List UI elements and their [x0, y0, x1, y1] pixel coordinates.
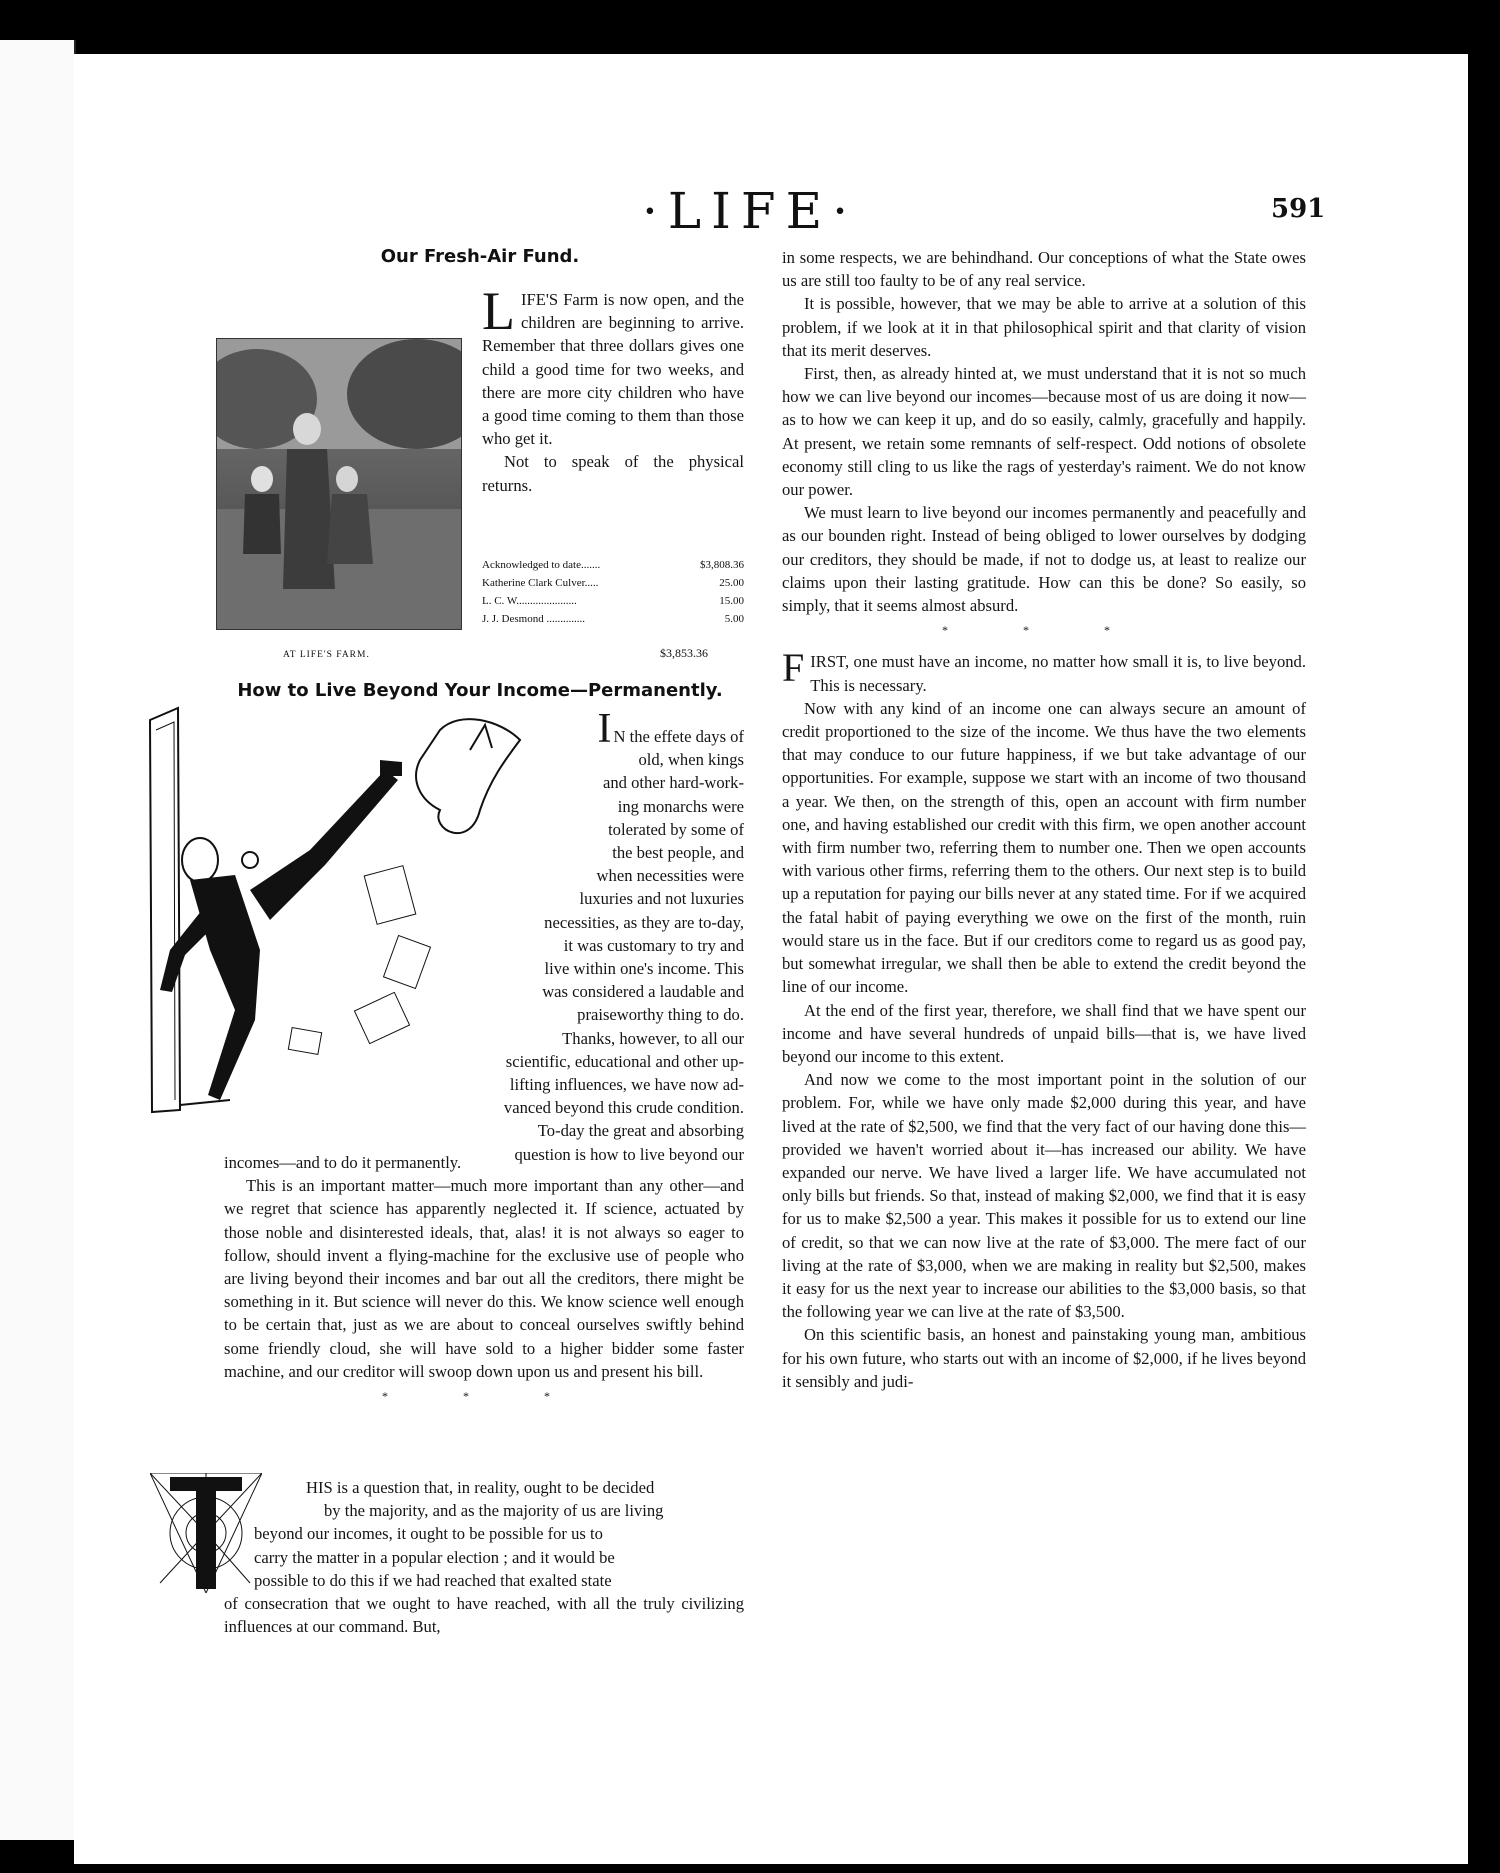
para3-line: by the majority, and as the majority of us are living	[324, 1501, 664, 1521]
article-heading: How to Live Beyond Your Income—Permanently.	[237, 680, 723, 701]
fund-heading: Our Fresh-Air Fund.	[380, 246, 580, 267]
masthead-title: ·LIFE·	[642, 182, 858, 240]
article-paragraph: It is possible, however, that we may be able to arrive at a solution of this problem, if we look at it in that philosophical spirit and that clarity of vision that its merit deserves.	[782, 294, 1306, 360]
ledger-row: Acknowledged to date....... $3,808.36	[482, 559, 744, 571]
fund-paragraph: LIFE'S Farm is now open, and the children are beginning to arrive. Remember that three dollars gives one child a good time for two weeks, and there are more city children who have a good time coming to them than those who get it.	[482, 281, 744, 449]
intro-line: necessities, as they are to-day,	[544, 912, 744, 932]
intro-line: luxuries and not luxuries	[579, 889, 744, 909]
article-paragraph: And now we come to the most important point in the solution of our problem. For, while we have only made $2,000 during this year, and have lived at the rate of $2,500, we find that the very fact of our having done this—provided we haven't worried about it—has increased our ability. We have expanded our nerve. We have lived a larger life. We have accumulated not only bills but friends. So that, instead of making $2,000, we find that it is easy for us to make $2,500 a year. This makes it possible for us to extend our line of credit, so that we can now live at the rate of $3,000. The mere fact of our living at the rate of $3,000, when we are making in reality but $2,500, makes it easy for us the next year to increase our abilities to the $3,000 basis, so that the following year we can live at the rate of $3,500.	[782, 1070, 1306, 1322]
fund-ledger	[482, 556, 744, 628]
intro-line: it was customary to try and	[563, 935, 744, 955]
intro-line: tolerated by some of	[608, 819, 744, 839]
first-dropcap: F	[782, 645, 805, 691]
ledger-row: Katherine Clark Culver..... 25.00	[482, 577, 744, 589]
article-dropcap: I	[597, 706, 612, 752]
fund-total: $3,853.36	[660, 646, 708, 660]
fund-paragraph: Not to speak of the physical returns.	[482, 452, 744, 495]
intro-line: was considered a laudable and	[542, 982, 744, 1002]
article-paragraph: We must learn to live beyond our incomes permanently and peacefully and as our bounden right. Instead of being obliged to lower ourselves by dodging our creditors, they should be made, if not to dodge us, at least to realize our claims upon their lasting gratitude. How can this be done? So easily, so simply, that it seems almost absurd.	[782, 503, 1306, 616]
article-paragraph: This is an important matter—much more important than any other—and we regret that science has apparently neglected it. If science, actuated by those noble and disinterested ideals, that, alas! it is not always so eager to follow, should invent a flying-machine for the exclusive use of people who are living beyond their incomes and bar out all the creditors, there might be something in it. But science will never do this. We know science well enough to be certain that, just as we are about to conceal ourselves swiftly behind some friendly cloud, she will have sold to a higher bidder some faster machine, and our creditor will swoop down upon us and present his bill.	[224, 1176, 744, 1381]
para3-line: possible to do this if we had reached that exalted state	[254, 1570, 612, 1590]
article-paragraph: At the end of the first year, therefore, we shall find that we have spent our income and have several hundreds of unpaid bills—that is, we have lived beyond our income to this extent.	[782, 1000, 1306, 1066]
article-right-column	[782, 246, 1306, 1393]
article-paragraph: Now with any kind of an income one can always secure an amount of credit proportioned to the size of the income. We thus have the two elements that may conduce to our future happiness, if we but take advantage of our opportunities. For example, suppose we start with an income of two thousand a year. We then, on the strength of this, open an account with firm number one, and having established our credit with this firm, we open another account with firm number two, referring them to number one. Then we open accounts with various other firms, referring them to the others. Our next step is to build up a reputation for paying our bills never at any stated time. For if we acquired the fatal habit of paying everything we owe on the first of the month, ruin would stare us in the face. But if our creditors come to regard us as good pay, but somewhat irregular, we shall then be able to extend the credit beyond the line of our income.	[782, 698, 1306, 997]
article-paragraph: in some respects, we are behindhand. Our conceptions of what the State owes us are still too faulty to be of any real service.	[782, 248, 1306, 291]
intro-line: praiseworthy thing to do.	[577, 1005, 744, 1025]
fund-text	[482, 281, 744, 497]
para3-line: beyond our incomes, it ought to be possible for us to	[254, 1524, 603, 1544]
site-watermark: comicbooks.com	[1160, 1832, 1402, 1865]
intro-line: the best people, and	[612, 843, 744, 863]
farm-photo-drawing	[217, 339, 461, 629]
page-left-edge	[0, 40, 76, 1840]
intro-line: when necessities were	[596, 866, 744, 886]
intro-line: vanced beyond this crude condition.	[503, 1098, 744, 1118]
ledger-row: J. J. Desmond .............. 5.00	[482, 613, 744, 625]
page-number: 591	[1271, 194, 1326, 224]
article-paragraph: FIRST, one must have an income, no matter how small it is, to live beyond. This is necessary.	[782, 645, 1306, 695]
article-paragraph: On this scientific basis, an honest and painstaking young man, ambitious for his own future, who starts out with an income of $2,000, if he lives beyond it sensibly and judi-	[782, 1325, 1306, 1391]
article-left-column	[224, 1151, 744, 1416]
photo-caption: AT LIFE'S FARM.	[283, 650, 370, 660]
article-paragraph: incomes—and to do it permanently.	[224, 1153, 462, 1172]
article-left-column-lower	[224, 1476, 744, 1638]
ledger-row: L. C. W...................... 15.00	[482, 595, 744, 607]
fund-dropcap: L	[482, 281, 515, 341]
intro-line: I N the effete days of	[597, 706, 744, 752]
intro-line: Thanks, however, to all our	[562, 1028, 744, 1048]
intro-line: To-day the great and absorbing	[537, 1121, 744, 1141]
intro-line: lifting influences, we have now ad-	[509, 1075, 744, 1095]
para3-line: carry the matter in a popular election ; and it would be	[254, 1547, 615, 1567]
article-paragraph: of consecration that we ought to have reached, with all the truly civilizing influences at our command. But,	[224, 1594, 744, 1637]
farm-photo	[216, 338, 462, 630]
intro-line: question is how to live beyond our	[514, 1144, 744, 1164]
intro-line: live within one's income. This	[544, 959, 744, 979]
intro-line: and other hard-work-	[603, 773, 744, 793]
section-stars: * * *	[942, 623, 1146, 638]
intro-line: ing monarchs were	[617, 796, 744, 816]
intro-line: old, when kings	[638, 750, 744, 770]
intro-line: scientific, educational and other up-	[505, 1051, 744, 1071]
section-stars: * * *	[382, 1389, 586, 1404]
article-paragraph: First, then, as already hinted at, we must understand that it is not so much how we can live beyond our incomes—because most of us are doing it now—as to how we can keep it up, and do so easily, calmly, gracefully and happily. At present, we retain some remnants of self-respect. Odd notions of obsolete economy still cling to us like the rags of yesterday's raiment. We do not know our power.	[782, 364, 1306, 500]
article-intro	[470, 706, 744, 1166]
para3-line: HIS is a question that, in reality, ought to be decided	[306, 1478, 655, 1497]
